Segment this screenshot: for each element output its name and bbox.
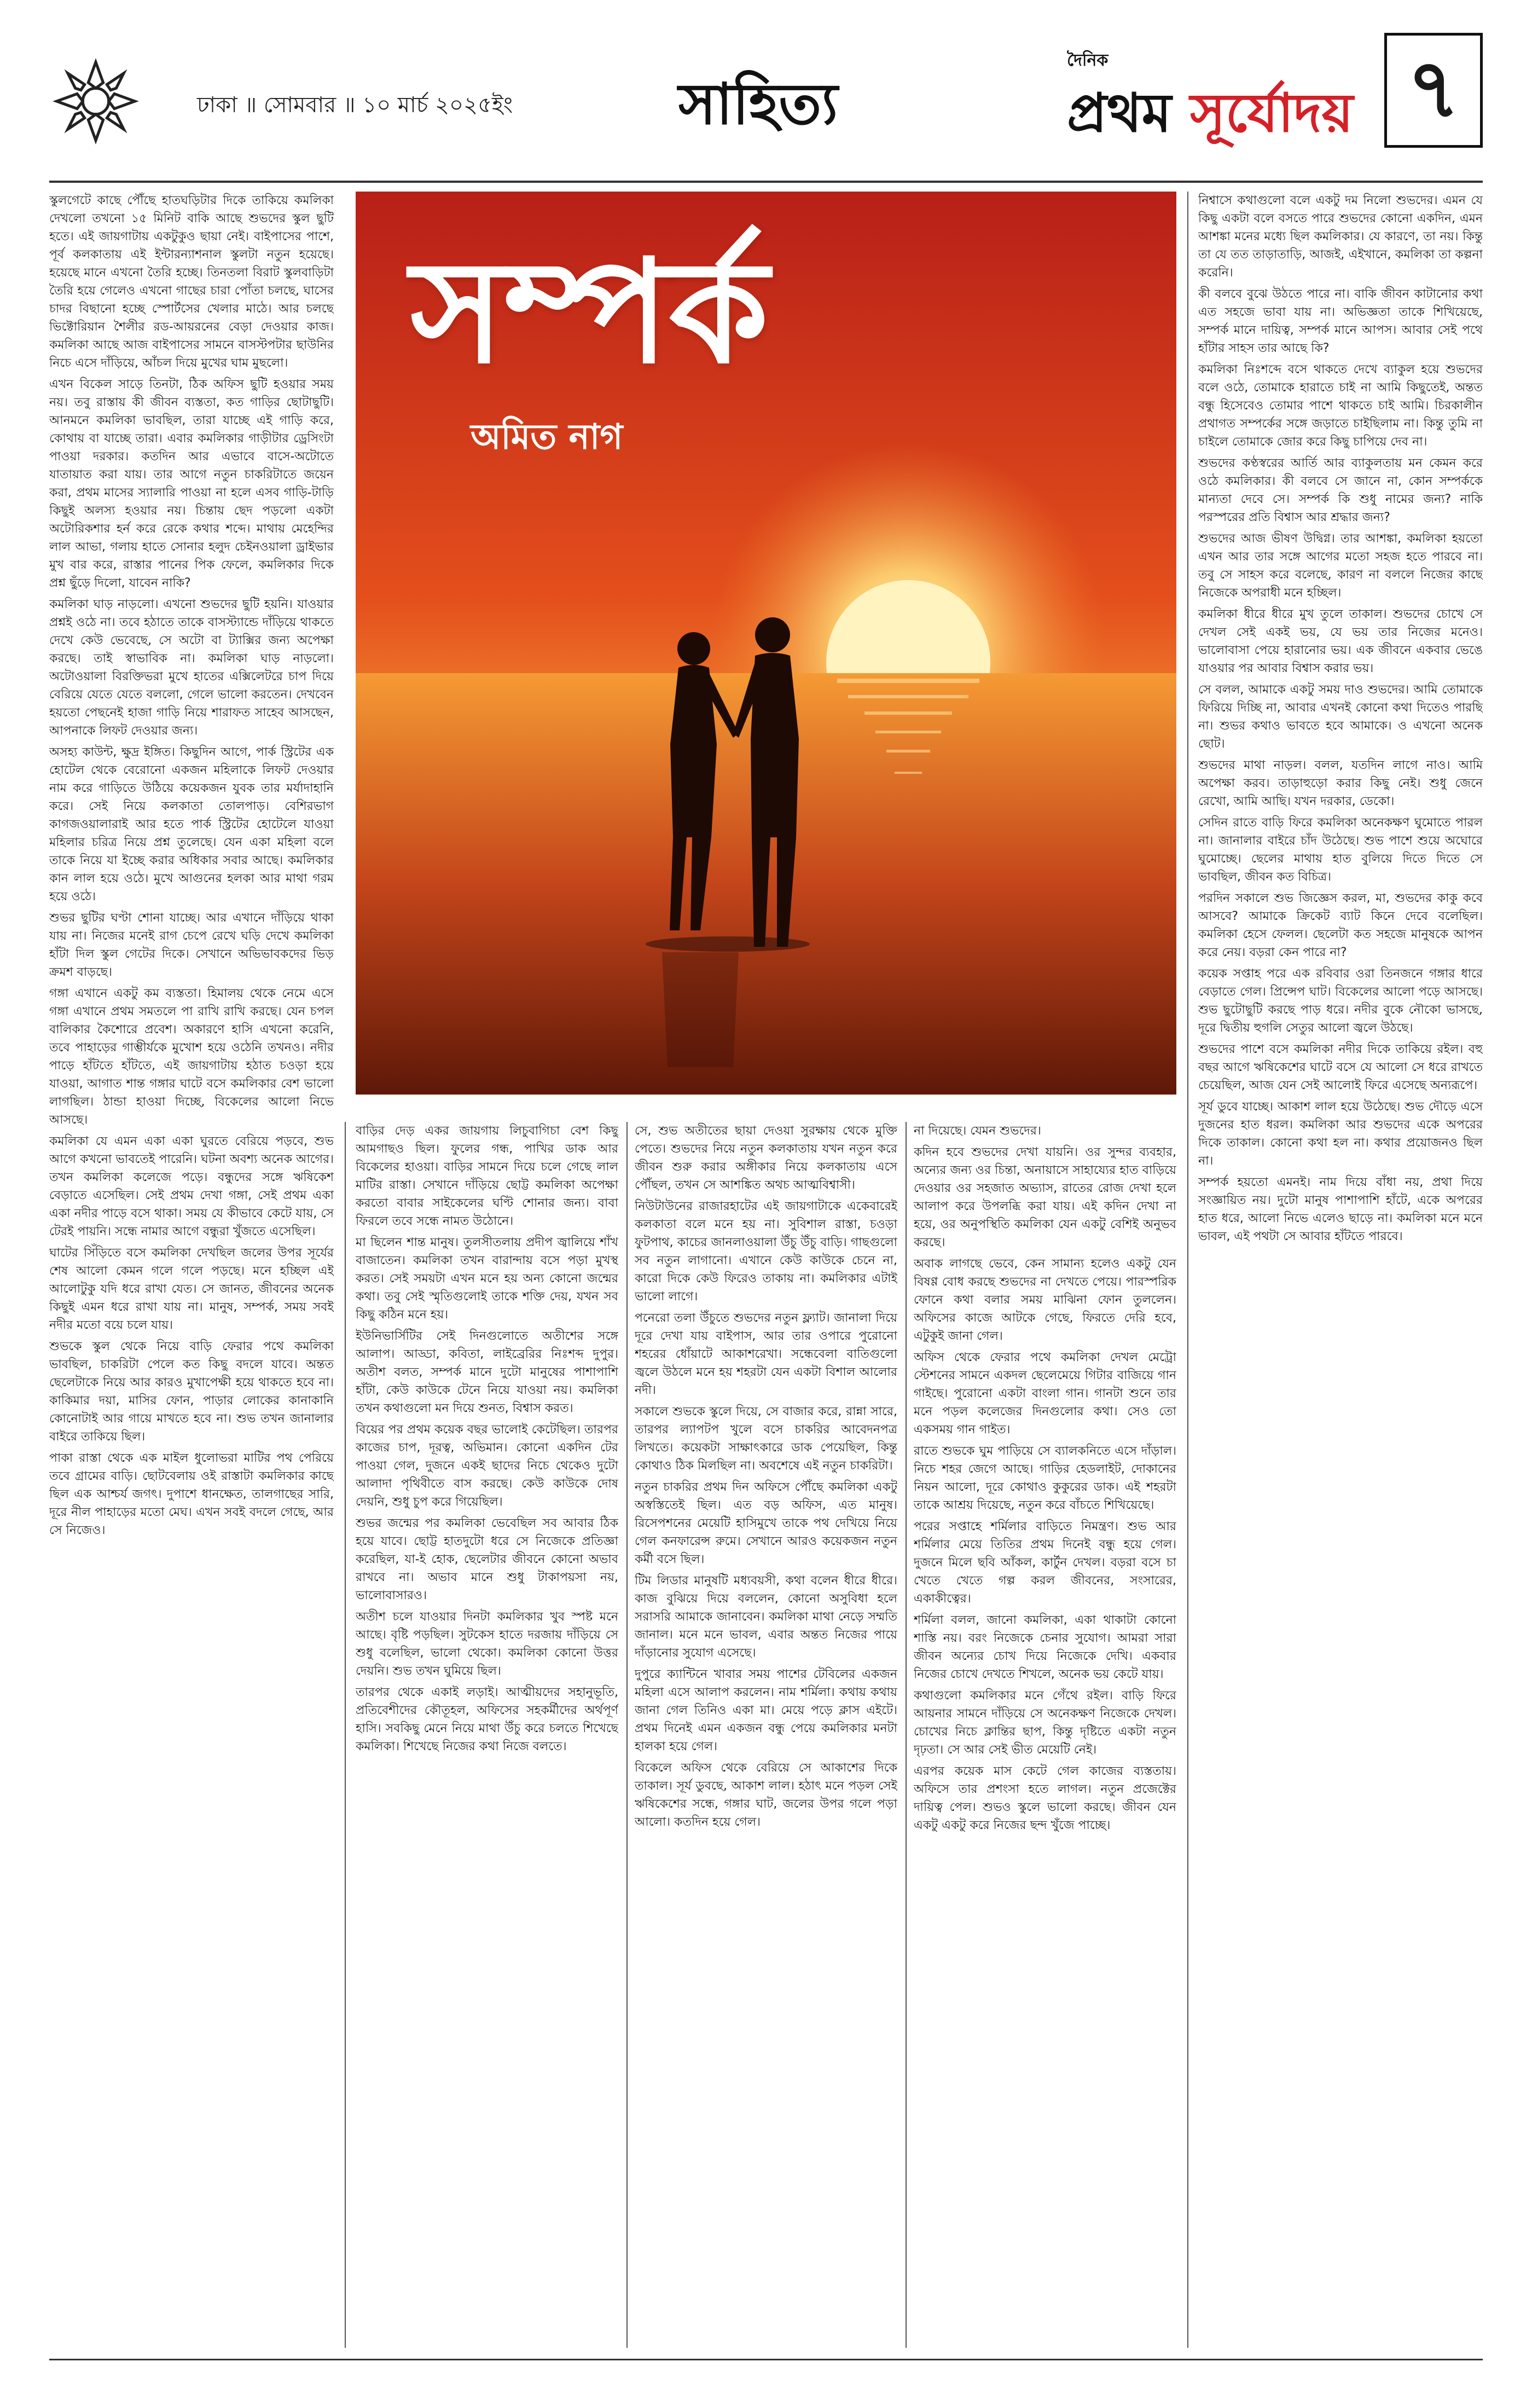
article-paragraph: নিউটাউনের রাজারহাটের এই জায়গাটাকে একেবারেই কলকাতা বলে মনে হয় না। সুবিশাল রাস্তা, চওড়া ফুটপাথ, কাচের জানলাওয়ালা উঁচু উঁচু বাড়ি। গাছগুলো সব নতুন লাগানো। এখানে কেউ কাউকে চেনে না, কারো দিকে কেউ ফিরেও তাকায় না। কমলিকার এটাই ভালো লাগে।: [635, 1200, 897, 1304]
article-paragraph: কমলিকা যে এমন একা একা ঘুরতে বেরিয়ে পড়বে, শুভ আগে কখনো ভাবতেই পারেনি। ঘটনা অবশ্য অনেক আগের। তখন কমলিকা কলেজে পড়ে। বন্ধুদের সঙ্গে ঋষিকেশ বেড়াতে এসেছিল। সেই প্রথম দেখা গঙ্গা, সেই প্রথম একা একা নদীর পাড়ে বসে থাকা। সময় যে কীভাবে কেটে যায়, সে টেরই পায়নি। সন্ধে নামার আগে বন্ধুরা খুঁজতে এসেছিল।: [49, 1134, 334, 1238]
article-paragraph: কমলিকা ধীরে ধীরে মুখ তুলে তাকাল। শুভদের চোখে সে দেখল সেই একই ভয়, যে ভয় তার নিজের মনেও। ভালোবাসা পেয়ে হারানোর ভয়। এক জীবনে একবার ভেঙে যাওয়ার পর আবার বিশ্বাস করার ভয়।: [1198, 607, 1483, 675]
article-paragraph: অবাক লাগছে ভেবে, কেন সামান্য হলেও একটু যেন বিষণ্ণ বোধ করছে শুভদের না দেখতে পেয়ে। পারস্পরিক ফোনে কথা বলার সময় মাঝিনা ফোন তুললেন। অফিসের কাজে আটকে গেছে, ফিরতে দেরি হবে, এটুকুই জানা গেল।: [914, 1257, 1176, 1343]
article-paragraph: শর্মিলা বলল, জানো কমলিকা, একা থাকাটা কোনো শাস্তি নয়। বরং নিজেকে চেনার সুযোগ। আমরা সারা জীবন অন্যের চোখ দিয়ে নিজেকে দেখি। একবার নিজের চোখে দেখতে শিখলে, অনেক ভয় কেটে যায়।: [914, 1613, 1176, 1681]
article-paragraph: কথাগুলো কমলিকার মনে গেঁথে রইল। বাড়ি ফিরে আয়নার সামনে দাঁড়িয়ে সে অনেকক্ষণ নিজেকে দেখল। চোখের নিচে ক্লান্তির ছাপ, কিন্তু দৃষ্টিতে একটা নতুন দৃঢ়তা। সে আর সেই ভীত মেয়েটি নেই।: [914, 1689, 1176, 1757]
article-paragraph: সেদিন রাতে বাড়ি ফিরে কমলিকা অনেকক্ষণ ঘুমোতে পারল না। জানালার বাইরে চাঁদ উঠেছে। শুভ পাশে শুয়ে অঘোরে ঘুমোচ্ছে। ছেলের মাথায় হাত বুলিয়ে দিতে দিতে সে ভাবছিল, জীবন কত বিচিত্র।: [1198, 816, 1483, 884]
article-paragraph: গঙ্গা এখানে একটু কম ব্যস্ততা। হিমালয় থেকে নেমে এসে গঙ্গা এখানে প্রথম সমতলে পা রাখি রাখি করছে। যেন চপল বালিকার কৈশোরে প্রবেশ। অকারণে হাসি এখনো করেনি, তবে পাহাড়ের গাম্ভীর্যকে মুখোশ হয়ে ওঠেনি তখনও। নদীর পাড়ে হাঁটতে হাঁটতে, এই জায়গাটায় হঠাত চওড়া হয়ে যাওয়া, আগাত শান্ত গঙ্গার ঘাটে বসে কমলিকার বেশ ভালো লাগছিল। ঠান্ডা হাওয়া দিচ্ছে, বিকেলের আলো নিভে আসছে।: [49, 987, 334, 1127]
article-paragraph: সকালে শুভকে স্কুলে দিয়ে, সে বাজার করে, রান্না সারে, তারপর ল্যাপটপ খুলে বসে চাকরির আবেদনপত্র লিখতে। কয়েকটা সাক্ষাৎকারে ডাক পেয়েছিল, কিন্তু কোথাও ঠিক মিলছিল না। অবশেষে এই নতুন চাকরিটা।: [635, 1405, 897, 1473]
article-paragraph: শুভদের মাথা নাড়ল। বলল, যতদিন লাগে নাও। আমি অপেক্ষা করব। তাড়াহুড়ো করার কিছু নেই। শুধু জেনে রেখো, আমি আছি। যখন দরকার, ডেকো।: [1198, 759, 1483, 808]
article-paragraph: সূর্য ডুবে যাচ্ছে। আকাশ লাল হয়ে উঠেছে। শুভ দৌড়ে এসে দুজনের হাত ধরল। কমলিকা আর শুভদের একে অপরের দিকে তাকাল। কোনো কথা হল না। কথার প্রয়োজনও ছিল না।: [1198, 1100, 1483, 1168]
column-divider: [1187, 192, 1188, 2348]
article-paragraph: বিকেলে অফিস থেকে বেরিয়ে সে আকাশের দিকে তাকাল। সূর্য ডুবছে, আকাশ লাল। হঠাৎ মনে পড়ল সেই ঋষিকেশের সন্ধে, গঙ্গার ঘাট, জলের উপর গলে পড়া আলো। কতদিন হয়ে গেল।: [635, 1761, 897, 1829]
logo-title: [1067, 72, 1353, 161]
article-paragraph: পরদিন সকালে শুভ জিজ্ঞেস করল, মা, শুভদের কাকু কবে আসবে? আমাকে ক্রিকেট ব্যাট কিনে দেবে বলেছিল। কমলিকা হেসে ফেলল। ছেলেটা কত সহজে মানুষকে আপন করে নেয়। বড়রা কেন পারে না?: [1198, 892, 1483, 959]
article-paragraph: পাকা রাস্তা থেকে এক মাইল ধুলোভরা মাটির পথ পেরিয়ে তবে গ্রামের বাড়ি। ছোটবেলায় ওই রাস্তাটা কমলিকার কাছে ছিল এক আশ্চর্য জগৎ। দুপাশে ধানক্ষেত, তালগাছের সারি, দূরে নীল পাহাড়ের মতো মেঘ। এখন সবই বদলে গেছে, আর সে নিজেও।: [49, 1451, 334, 1537]
article-paragraph: ইউনিভার্সিটির সেই দিনগুলোতে অতীশের সঙ্গে আলাপ। আড্ডা, কবিতা, লাইব্রেরির নিঃশব্দ দুপুর। অতীশ বলত, সম্পর্ক মানে দুটো মানুষের পাশাপাশি হাঁটা, কেউ কাউকে টেনে নিয়ে যাওয়া নয়। কমলিকা তখন কথাগুলো মন দিয়ে শুনত, বিশ্বাস করত।: [356, 1329, 618, 1415]
article-paragraph: অসহ্য কাউন্ট, ক্ষুদ্র ইঙ্গিত। কিছুদিন আগে, পার্ক স্ট্রিটের এক হোটেল থেকে বেরোনো একজন মহিলাকে লিফট দেওয়ার নাম করে গাড়িতে উঠিয়ে কয়েকজন যুবক তার মর্যাদাহানি করে। সেই নিয়ে কলকাতা তোলপাড়। বেশিরভাগ কাগজওয়ালারাই আর হতে পার্ক স্ট্রিটের হোটেলে যাওয়া মহিলার চরিত্র নিয়ে প্রশ্ন তুলেছে। যেন একা মহিলা বলে তাকে নিয়ে যা ইচ্ছে করার অধিকার সবার আছে। কমলিকার কান লাল হয়ে ওঠে। মুখে আগুনের হলকা আর মাথা গরম হয়ে ওঠে।: [49, 745, 334, 904]
article-paragraph: শুভর ছুটির ঘণ্টা শোনা যাচ্ছে। আর এখানে দাঁড়িয়ে থাকা যায় না। নিজের মনেই রাগ চেপে রেখে ঘড়ি দেখে কমলিকা হাঁটা দিল স্কুল গেটের দিকে। সেখানে অভিভাবকদের ভিড় ক্রমশ বাড়ছে।: [49, 911, 334, 979]
page-number: ৭: [1384, 33, 1483, 148]
article-paragraph: না দিয়েছে। যেমন শুভদের।: [914, 1124, 1041, 1138]
decorative-flower-icon: [49, 55, 142, 148]
logo-part-1: প্রথম: [1067, 82, 1172, 144]
story-title: সম্পর্ক: [410, 228, 769, 395]
article-paragraph: শুভকে স্কুল থেকে নিয়ে বাড়ি ফেরার পথে কমলিকা ভাবছিল, চাকরিটা পেলে কত কিছু বদলে যাবে। অন্তত ছেলেটাকে নিয়ে আর কারও মুখাপেক্ষী হয়ে থাকতে হবে না। কাকিমার দয়া, মাসির ফোন, পাড়ার লোকের কানাকানি কোনোটাই আর গায়ে মাখতে হবে না। শুভ তখন জানালার বাইরে তাকিয়ে ছিল।: [49, 1340, 334, 1444]
column-5: [1198, 192, 1483, 2348]
article-paragraph: শুভদের পাশে বসে কমলিকা নদীর দিকে তাকিয়ে রইল। বহু বছর আগে ঋষিকেশের ঘাটে বসে যে আলো সে ধরে রাখতে চেয়েছিল, আজ যেন সেই আলোই ফিরে এসেছে অন্যরূপে।: [1198, 1043, 1483, 1092]
article-paragraph: কয়েক সপ্তাহ পরে এক রবিবার ওরা তিনজনে গঙ্গার ধারে বেড়াতে গেল। প্রিন্সেপ ঘাট। বিকেলের আলো পড়ে আসছে। শুভ ছুটোছুটি করছে পাড় ধরে। নদীর বুকে নৌকো ভাসছে, দূরে দ্বিতীয় হুগলি সেতুর আলো জ্বলে উঠছে।: [1198, 967, 1483, 1035]
newspaper-logo: [1067, 44, 1373, 153]
story-article: [49, 192, 1483, 2348]
logo-part-2: সূর্যোদয়: [1190, 82, 1354, 144]
column-4: [914, 1122, 1176, 2348]
article-paragraph: এখন বিকেল সাড়ে তিনটা, ঠিক অফিস ছুটি হওয়ার সময় নয়। তবু রাস্তায় কী জীবন ব্যস্ততা, কত গাড়ির ছোটাছুটি। আনমনে কমলিকা ভাবছিল, তারা যাচ্ছে এই গাড়ি করে, কোথায় বা যাচ্ছে তারা। এবার কমলিকার গাড়ীটার ড্রেসিংটা পাওয়া দরকার। কতদিন আর এভাবে বাসে-অটোতে যাতায়াত করা যায়। তার আগে নতুন চাকরিটাতে জয়েন করা, প্রথম মাসের স্যালারি পাওয়া না হলে এসব গাড়ি-টাড়ি কিছুই অলস্য হওয়ার নয়। চিন্তায় ছেদ পড়লো একটা অটোরিকশার হর্ন করে রেকে কথার শব্দে। মাথায় মেহেন্দির লাল আভা, গলায় হাতে সোনার হলুদ চেইনওয়ালা ড্রাইভার মুখ বার করে, রাস্তার পানের পিক ফেলে, কমলিকার দিকে প্রশ্ন ছুঁড়ে দিলো, যাবেন নাকি?: [49, 378, 334, 590]
article-paragraph: শুভর জন্মের পর কমলিকা ভেবেছিল সব আবার ঠিক হয়ে যাবে। ছোট্ট হাতদুটো ধরে সে নিজেকে প্রতিজ্ঞা করেছিল, যা-ই হোক, ছেলেটার জীবনে কোনো অভাব রাখবে না। অভাব মানে শুধু টাকাপয়সা নয়, ভালোবাসারও।: [356, 1516, 618, 1602]
column-divider: [906, 1122, 907, 2348]
article-paragraph: কমলিকা ঘাড় নাড়লো। এখনো শুভদের ছুটি হয়নি। যাওয়ার প্রশ্নই ওঠে না। তবে হঠাতে তাকে বাসস্ট্যান্ডে দাঁড়িয়ে থাকতে দেখে কেউ ভেবেছে, সে অটো বা ট্যাক্সির জন্য অপেক্ষা করছে। তাই স্বাভাবিক না। কমলিকা ঘাড় নাড়লো। অটোওয়ালা বিরক্তিভরা মুখে হাতের এক্সিলেটরে চাপ দিয়ে বেরিয়ে যেতে যেতে বললো, গেলে ভালো করতেন। দেখবেন হয়তো পেছনেই হাজা গাড়ি নিয়ে শারাফত সাহেব আসছেন, আপনাকে লিফট দেওয়ার জন্য।: [49, 598, 334, 738]
article-paragraph: কদিন হবে শুভদের দেখা যায়নি। ওর সুন্দর ব্যবহার, অন্যের জন্য ওর চিন্তা, অনায়াসে সাহায্যের হাত বাড়িয়ে দেওয়ার ওর সহজাত অভ্যাস, রাতের রোজ দেখা হলে আলাপ করে উপলব্ধি করা যায়। এই কদিন দেখা না হয়ে, ওর অনুপস্থিতি কমলিকা যেন একটু বেশিই অনুভব করছে।: [914, 1145, 1176, 1249]
article-paragraph: পনেরো তলা উঁচুতে শুভদের নতুন ফ্ল্যাট। জানালা দিয়ে দূরে দেখা যায় বাইপাস, আর তার ওপারে পুরোনো শহরের ধোঁয়াটে আকাশরেখা। সন্ধেবেলা বাতিগুলো জ্বলে উঠলে মনে হয় শহরটা যেন একটা বিশাল আলোর নদী।: [635, 1311, 897, 1397]
column-divider: [345, 1122, 346, 2348]
article-paragraph: নিশ্বাসে কথাগুলো বলে একটু দম নিলো শুভদের। এমন যে কিছু একটা বলে বসতে পারে শুভদের কোনো একদিন, এমন আশঙ্কা মনের মধ্যে ছিল কমলিকার। যে কারণে, তা নয়। কিন্তু তা যে তত তাড়াতাড়ি, আজই, এইখানে, কমলিকা তা কল্পনা করেনি।: [1198, 194, 1483, 280]
masthead: [49, 33, 1483, 175]
article-paragraph: সম্পর্ক হয়তো এমনই। নাম দিয়ে বাঁধা নয়, প্রথা দিয়ে সংজ্ঞায়িত নয়। দুটো মানুষ পাশাপাশি হাঁটে, একে অপরের হাত ধরে, আলো নিভে এলেও ছাড়ে না। কমলিকা মনে মনে ভাবল, এই পথটা সে আবার হাঁটতে পারবে।: [1198, 1176, 1483, 1243]
article-paragraph: ঘাটের সিঁড়িতে বসে কমলিকা দেখছিল জলের উপর সূর্যের শেষ আলো কেমন গলে গলে পড়ছে। মনে হচ্ছিল এই আলোটুকু যদি ধরে রাখা যেত। সে জানত, জীবনের অনেক কিছুই এমন ধরে রাখা যায় না। মানুষ, সম্পর্ক, সময় সবই নদীর মতো বয়ে চলে যায়।: [49, 1246, 334, 1332]
article-paragraph: শুভদের কণ্ঠস্বরের আর্তি আর ব্যাকুলতায় মন কেমন করে ওঠে কমলিকার। কী বলবে সে জানে না, কোন সম্পর্ককে মান্যতা দেবে সে। সম্পর্ক কি শুধু নামের জন্য? নাকি পরস্পরের প্রতি বিশ্বাস আর শ্রদ্ধার জন্য?: [1198, 456, 1483, 524]
column-divider: [626, 1122, 628, 2348]
article-paragraph: স্কুলগেটে কাছে পৌঁছে হাতঘড়িটার দিকে তাকিয়ে কমলিকা দেখলো তখনো ১৫ মিনিট বাকি আছে শুভদের স্কুল ছুটি হতে। এই জায়গাটায় একটুকুও ছায়া নেই। বাইপাসের পাশে, পূর্ব কলকাতায় এই ইন্টারন্যাশনাল স্কুলটা নতুন হয়েছে। হয়েছে মানে এখনো তৈরি হচ্ছে। তিনতলা বিরাট স্কুলবাড়িটা তৈরি হয়ে গেলেও এখনো গাছের চারা পোঁতা চলছে, ঘাসের চাদর বিছানো হচ্ছে স্পোর্টসের খেলার মাঠে। আর চলছে ভিক্টোরিয়ান শৈলীর রড-আয়রনের বেড়া দেওয়ার কাজ। কমলিকা আছে আজ বাইপাসের সামনে বাসস্টপটার ছাউনির নিচে এসে দাঁড়িয়ে, আঁচল দিয়ে মুখের ঘাম মুছলো।: [49, 194, 334, 370]
hero-illustration: [356, 192, 1176, 1095]
column-2: [356, 1122, 618, 2348]
article-paragraph: মা ছিলেন শান্ত মানুষ। তুলসীতলায় প্রদীপ জ্বালিয়ে শাঁখ বাজাতেন। কমলিকা তখন বারান্দায় বসে পড়া মুখস্থ করত। সেই সময়টা এখন মনে হয় অন্য কোনো জন্মের কথা। তবু সেই স্মৃতিগুলোই তাকে শক্তি দেয়, যখন সব কিছু কঠিন মনে হয়।: [356, 1236, 618, 1322]
dateline: ঢাকা ॥ সোমবার ॥ ১০ মার্চ ২০২৫ইং: [197, 92, 513, 118]
article-paragraph: শুভদের আজ ভীষণ উদ্বিগ্ন। তার আশঙ্কা, কমলিকা হয়তো এখন আর তার সঙ্গে আগের মতো সহজ হতে পারবে না। তবু সে সাহস করে বলেছে, কারণ না বললে নিজের কাছে নিজেকে অপরাধী মনে হচ্ছিল।: [1198, 532, 1483, 600]
article-paragraph: টিম লিডার মানুষটি মধ্যবয়সী, কথা বলেন ধীরে ধীরে। কাজ বুঝিয়ে দিয়ে বললেন, কোনো অসুবিধা হলে সরাসরি আমাকে জানাবেন। কমলিকা মাথা নেড়ে সম্মতি জানাল। মনে মনে ভাবল, এবার অন্তত নিজের পায়ে দাঁড়ানোর সুযোগ এসেছে।: [635, 1574, 897, 1660]
story-author: অমিত নাগ: [471, 416, 623, 458]
article-paragraph: নতুন চাকরির প্রথম দিন অফিসে পৌঁছে কমলিকা একটু অস্বস্তিতেই ছিল। এত বড় অফিস, এত মানুষ। রিসেপশনের মেয়েটি হাসিমুখে তাকে পথ দেখিয়ে নিয়ে গেল কনফারেন্স রুমে। সেখানে আরও কয়েকজন নতুন কর্মী বসে ছিল।: [635, 1480, 897, 1566]
article-paragraph: সে, শুভ অতীতের ছায়া দেওয়া সুরক্ষায় থেকে মুক্তি পেতে। শুভদের নিয়ে নতুন কলকাতায় যখন নতুন করে জীবন শুরু করার অঙ্গীকার নিয়ে কলকাতায় এসে পৌঁছল, তখন সে আশঙ্কিত অথচ আত্মবিশ্বাসী।: [635, 1124, 897, 1192]
article-paragraph: এরপর কয়েক মাস কেটে গেল কাজের ব্যস্ততায়। অফিসে তার প্রশংসা হতে লাগল। নতুন প্রজেক্টের দায়িত্ব পেল। শুভও স্কুলে ভালো করছে। জীবন যেন একটু একটু করে নিজের ছন্দ খুঁজে পাচ্ছে।: [914, 1764, 1176, 1832]
article-paragraph: পরের সপ্তাহে শর্মিলার বাড়িতে নিমন্ত্রণ। শুভ আর শর্মিলার মেয়ে তিতির প্রথম দিনেই বন্ধু হয়ে গেল। দুজনে মিলে ছবি আঁকল, কার্টুন দেখল। বড়রা বসে চা খেতে খেতে গল্প করল জীবনের, সংসারের, একাকীত্বের।: [914, 1520, 1176, 1606]
article-paragraph: রাতে শুভকে ঘুম পাড়িয়ে সে ব্যালকনিতে এসে দাঁড়াল। নিচে শহর জেগে আছে। গাড়ির হেডলাইট, দোকানের নিয়ন আলো, দূরে কোথাও কুকুরের ডাক। এই শহরটা তাকে আশ্রয় দিয়েছে, নতুন করে বাঁচতে শিখিয়েছে।: [914, 1444, 1176, 1512]
logo-prefix: দৈনিক: [1067, 51, 1109, 70]
article-paragraph: কমলিকা নিঃশব্দে বসে থাকতে দেখে ব্যাকুল হয়ে শুভদের বলে ওঠে, তোমাকে হারাতে চাই না আমি কিছুতেই, অন্তত বন্ধু হিসেবেও তোমার পাশে থাকতে চাই আমি। চিরকালীন প্রথাগত সম্পর্কের সঙ্গে জড়াতে চাইছিলাম না। কিন্তু তুমি না চাইলে তোমাকে জোর করে কিছু চাপিয়ে দেব না।: [1198, 363, 1483, 449]
section-title: সাহিত্য: [678, 70, 838, 137]
article-paragraph: বিয়ের পর প্রথম কয়েক বছর ভালোই কেটেছিল। তারপর কাজের চাপ, দূরত্ব, অভিমান। কোনো একদিন টের পাওয়া গেল, দুজনে একই ছাদের নিচে থেকেও দুটো আলাদা পৃথিবীতে বাস করছে। কেউ কাউকে দোষ দেয়নি, শুধু চুপ করে গিয়েছিল।: [356, 1423, 618, 1509]
bottom-rule: [49, 2359, 1483, 2360]
article-paragraph: সে বলল, আমাকে একটু সময় দাও শুভদের। আমি তোমাকে ফিরিয়ে দিচ্ছি না, আবার এখনই কোনো কথা দিতেও পারছি না। শুভর কথাও ভাবতে হবে আমাকে। ও এখনো অনেক ছোট।: [1198, 683, 1483, 751]
article-paragraph: দুপুরে ক্যান্টিনে খাবার সময় পাশের টেবিলের একজন মহিলা এসে আলাপ করলেন। নাম শর্মিলা। কথায় কথায় জানা গেল তিনিও একা মা। মেয়ে পড়ে ক্লাস এইটে। প্রথম দিনেই এমন একজন বন্ধু পেয়ে কমলিকার মনটা হালকা হয়ে গেল।: [635, 1668, 897, 1753]
masthead-rule: [49, 181, 1483, 183]
article-paragraph: বাড়ির দেড় একর জায়গায় লিচুবাগিচা বেশ কিছু আমগাছও ছিল। ফুলের গন্ধ, পাখির ডাক আর বিকেলের হাওয়া। বাড়ির সামনে দিয়ে চলে গেছে লাল মাটির রাস্তা। সেখানে দাঁড়িয়ে ছোট্ট কমলিকা অপেক্ষা করতো বাবার সাইকেলের ঘণ্টি শোনার জন্য। বাবা ফিরলে তবে সন্ধে নামত উঠোনে।: [356, 1124, 618, 1228]
article-paragraph: অতীশ চলে যাওয়ার দিনটা কমলিকার খুব স্পষ্ট মনে আছে। বৃষ্টি পড়ছিল। সুটকেস হাতে দরজায় দাঁড়িয়ে সে শুধু বলেছিল, ভালো থেকো। কমলিকা কোনো উত্তর দেয়নি। শুভ তখন ঘুমিয়ে ছিল।: [356, 1610, 618, 1678]
article-paragraph: অফিস থেকে ফেরার পথে কমলিকা দেখল মেট্রো স্টেশনের সামনে একদল ছেলেমেয়ে গিটার বাজিয়ে গান গাইছে। পুরোনো একটা বাংলা গান। গানটা শুনে তার মনে পড়ল কলেজের দিনগুলোর কথা। সেও তো একসময় গান গাইত।: [914, 1351, 1176, 1437]
column-3: [635, 1122, 897, 2348]
article-paragraph: তারপর থেকে একাই লড়াই। আত্মীয়দের সহানুভূতি, প্রতিবেশীদের কৌতূহল, অফিসের সহকর্মীদের অর্থপূর্ণ হাসি। সবকিছু মেনে নিয়ে মাথা উঁচু করে চলতে শিখেছে কমলিকা। শিখেছে নিজের কথা নিজে বলতে।: [356, 1686, 618, 1753]
column-1: [49, 192, 334, 2348]
article-paragraph: কী বলবে বুঝে উঠতে পারে না। বাকি জীবন কাটানোর কথা এত সহজে ভাবা যায় না। অভিজ্ঞতা তাকে শিখিয়েছে, সম্পর্ক মানে দায়িত্ব, সম্পর্ক মানে আপস। আবার সেই পথে হাঁটার সাহস তার আছে কি?: [1198, 287, 1483, 355]
